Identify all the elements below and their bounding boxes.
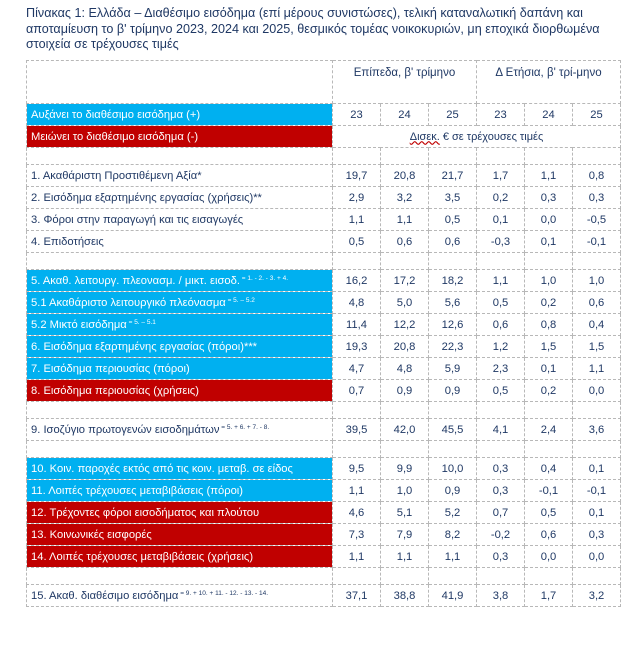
row-label [27, 270, 333, 292]
spacer-cell [27, 253, 333, 270]
table-row [27, 292, 621, 314]
spacer-cell [333, 441, 381, 458]
row-label-text: 15. Ακαθ. διαθέσιμο εισόδημα [31, 589, 179, 602]
spacer-cell [27, 402, 333, 419]
row-label-text: 3. Φόροι στην παραγωγή και τις εισαγωγές [31, 213, 244, 226]
spacer-cell [573, 568, 621, 585]
table-title: Πίνακας 1: Ελλάδα – Διαθέσιμο εισόδημα (επί μέρους συνιστώσες), τελική καταναλωτική δαπάνη και αποταμίευση το β' τρίμηνο 2023, 2024 και 2025, θεσμικός τομέας νοικοκυριών, μη εποχικά διορθωμένα στοιχεία σε τρέχουσες τιμές [26, 6, 600, 52]
value-cell: 1,0 [573, 270, 621, 292]
value-cell: 9,9 [381, 458, 429, 480]
spacer-cell [573, 253, 621, 270]
value-cell: 0,8 [573, 165, 621, 187]
row-label-text: 5. Ακαθ. λειτουργ. πλεονασμ. / μικτ. εισοδ. [31, 274, 240, 287]
value-cell: 0,7 [333, 380, 381, 402]
year-cell: 24 [381, 104, 429, 126]
value-cell: 0,3 [477, 480, 525, 502]
row-label-text: 1. Ακαθάριστη Προστιθέμενη Αξία* [31, 169, 202, 182]
row-formula: = 5. + 6. + 7. - 8. [219, 423, 270, 431]
row-label-text: 5.1 Ακαθάριστο λειτουργικό πλεόνασμα [31, 296, 226, 309]
value-cell: 7,9 [381, 524, 429, 546]
spacer-cell [381, 148, 429, 165]
spacer-row [27, 402, 621, 419]
row-label [27, 231, 333, 253]
value-cell: 11,4 [333, 314, 381, 336]
table-row [27, 187, 621, 209]
spacer-cell [573, 441, 621, 458]
unit-label [333, 126, 621, 148]
value-cell: 0,4 [573, 314, 621, 336]
value-cell: 42,0 [381, 419, 429, 441]
table-row [27, 458, 621, 480]
value-cell: 3,8 [477, 585, 525, 607]
value-cell: 0,3 [573, 524, 621, 546]
value-cell: 19,7 [333, 165, 381, 187]
value-cell: 3,6 [573, 419, 621, 441]
row-label [27, 419, 333, 441]
spacer-cell [477, 441, 525, 458]
spacer-cell [477, 568, 525, 585]
value-cell: 0,7 [477, 502, 525, 524]
spacer-cell [27, 441, 333, 458]
spacer-cell [477, 148, 525, 165]
value-cell: 0,5 [429, 209, 477, 231]
unit-label-b: € σε τρέχουσες τιμές [439, 130, 544, 143]
value-cell: -0,5 [573, 209, 621, 231]
spacer-cell [381, 441, 429, 458]
value-cell: 0,0 [525, 209, 573, 231]
value-cell: 5,1 [381, 502, 429, 524]
legend-decrease-row [27, 126, 621, 148]
table-row [27, 546, 621, 568]
row-label [27, 336, 333, 358]
year-cell: 25 [429, 104, 477, 126]
value-cell: 7,3 [333, 524, 381, 546]
row-label [27, 187, 333, 209]
table-row [27, 209, 621, 231]
row-label-text: 5.2 Μικτό εισόδημα [31, 318, 127, 331]
value-cell: 19,3 [333, 336, 381, 358]
row-formula: = 1. - 2. - 3. + 4. [239, 274, 289, 282]
year-cell: 23 [333, 104, 381, 126]
value-cell: 1,1 [333, 480, 381, 502]
value-cell: 3,2 [573, 585, 621, 607]
spacer-cell [333, 148, 381, 165]
value-cell: 5,2 [429, 502, 477, 524]
row-label-text: 11. Λοιπές τρέχουσες μεταβιβάσεις (πόροι) [31, 484, 243, 497]
spacer-cell [333, 253, 381, 270]
spacer-cell [429, 253, 477, 270]
value-cell: 0,5 [333, 231, 381, 253]
value-cell: 1,0 [381, 480, 429, 502]
spacer-cell [573, 402, 621, 419]
value-cell: 1,5 [573, 336, 621, 358]
row-formula: = 9. + 10. + 11. - 12. - 13. - 14. [178, 589, 269, 597]
row-label [27, 502, 333, 524]
row-label [27, 209, 333, 231]
value-cell: 0,1 [573, 502, 621, 524]
value-cell: 18,2 [429, 270, 477, 292]
spacer-row [27, 441, 621, 458]
value-cell: 12,2 [381, 314, 429, 336]
row-label-text: 2. Εισόδημα εξαρτημένης εργασίας (χρήσεις)** [31, 191, 262, 204]
table-row [27, 165, 621, 187]
row-label [27, 480, 333, 502]
row-formula: = 5. – 5.1 [126, 318, 156, 326]
row-label-text: 9. Ισοζύγιο πρωτογενών εισοδημάτων [31, 423, 220, 436]
row-label [27, 358, 333, 380]
row-label-text: 6. Εισόδημα εξαρτημένης εργασίας (πόροι)*** [31, 340, 258, 353]
year-cell: 23 [477, 104, 525, 126]
value-cell: 10,0 [429, 458, 477, 480]
value-cell: 2,9 [333, 187, 381, 209]
spacer-cell [381, 253, 429, 270]
row-label [27, 380, 333, 402]
spacer-cell [429, 402, 477, 419]
value-cell: 20,8 [381, 165, 429, 187]
spacer-cell [429, 148, 477, 165]
spacer-cell [573, 148, 621, 165]
value-cell: 1,1 [573, 358, 621, 380]
value-cell: 0,4 [525, 458, 573, 480]
value-cell: 3,2 [381, 187, 429, 209]
spacer-cell [27, 568, 333, 585]
value-cell: 0,3 [477, 546, 525, 568]
value-cell: 4,1 [477, 419, 525, 441]
year-cell: 24 [525, 104, 573, 126]
row-label-text: 10. Κοιν. παροχές εκτός από τις κοιν. μεταβ. σε είδος [31, 462, 293, 475]
value-cell: 0,1 [477, 209, 525, 231]
table-row [27, 314, 621, 336]
value-cell: 0,2 [477, 187, 525, 209]
spacer-row [27, 148, 621, 165]
value-cell: 5,6 [429, 292, 477, 314]
spacer-cell [525, 441, 573, 458]
value-cell: 0,0 [525, 546, 573, 568]
value-cell: 0,6 [429, 231, 477, 253]
row-label [27, 292, 333, 314]
row-label-text: 12. Τρέχοντες φόροι εισοδήματος και πλούτου [31, 506, 260, 519]
value-cell: 0,9 [381, 380, 429, 402]
spacer-cell [27, 148, 333, 165]
value-cell: 12,6 [429, 314, 477, 336]
spacer-row [27, 568, 621, 585]
value-cell: 5,0 [381, 292, 429, 314]
spacer-cell [333, 402, 381, 419]
value-cell: 1,0 [525, 270, 573, 292]
value-cell: 0,3 [477, 458, 525, 480]
spacer-cell [429, 441, 477, 458]
row-label [27, 458, 333, 480]
table-row [27, 585, 621, 607]
spacer-cell [525, 253, 573, 270]
value-cell: 0,1 [525, 231, 573, 253]
value-cell: 0,6 [573, 292, 621, 314]
table-row [27, 502, 621, 524]
value-cell: 1,1 [429, 546, 477, 568]
spacer-cell [525, 148, 573, 165]
table-row [27, 270, 621, 292]
spacer-row [27, 253, 621, 270]
value-cell: 4,8 [381, 358, 429, 380]
value-cell: 45,5 [429, 419, 477, 441]
value-cell: -0,2 [477, 524, 525, 546]
row-label-text: 14. Λοιπές τρέχουσες μεταβιβάσεις (χρήσεις) [31, 550, 254, 563]
header-levels: Επίπεδα, β' τρίμηνο [333, 61, 477, 104]
table-row [27, 336, 621, 358]
header-row [27, 61, 621, 104]
value-cell: 1,1 [381, 209, 429, 231]
table-row [27, 231, 621, 253]
spacer-cell [381, 402, 429, 419]
value-cell: -0,1 [573, 480, 621, 502]
value-cell: 0,6 [525, 524, 573, 546]
table-row [27, 380, 621, 402]
value-cell: 1,1 [381, 546, 429, 568]
value-cell: 8,2 [429, 524, 477, 546]
value-cell: 4,8 [333, 292, 381, 314]
spacer-cell [477, 253, 525, 270]
value-cell: 39,5 [333, 419, 381, 441]
value-cell: 1,1 [333, 209, 381, 231]
table-row [27, 358, 621, 380]
row-label-text: 13. Κοινωνικές εισφορές [31, 528, 152, 541]
row-label-text: 4. Επιδοτήσεις [31, 235, 104, 248]
spacer-cell [525, 402, 573, 419]
value-cell: 0,9 [429, 480, 477, 502]
value-cell: 1,1 [477, 270, 525, 292]
value-cell: 0,3 [525, 187, 573, 209]
value-cell: 22,3 [429, 336, 477, 358]
row-label [27, 524, 333, 546]
value-cell: 0,3 [573, 187, 621, 209]
value-cell: 21,7 [429, 165, 477, 187]
value-cell: 0,1 [525, 358, 573, 380]
row-label-text: 8. Εισόδημα περιουσίας (χρήσεις) [31, 384, 199, 397]
value-cell: 3,5 [429, 187, 477, 209]
value-cell: -0,1 [525, 480, 573, 502]
value-cell: 0,5 [525, 502, 573, 524]
value-cell: 1,1 [525, 165, 573, 187]
row-label [27, 546, 333, 568]
value-cell: 0,2 [525, 292, 573, 314]
value-cell: 0,6 [477, 314, 525, 336]
row-label [27, 165, 333, 187]
value-cell: 5,9 [429, 358, 477, 380]
value-cell: 1,7 [477, 165, 525, 187]
value-cell: 4,7 [333, 358, 381, 380]
table-row [27, 524, 621, 546]
value-cell: 0,2 [525, 380, 573, 402]
row-label-text: 7. Εισόδημα περιουσίας (πόροι) [31, 362, 190, 375]
value-cell: 4,6 [333, 502, 381, 524]
table-row [27, 480, 621, 502]
legend-decrease: Μειώνει το διαθέσιμο εισόδημα (-) [27, 126, 333, 148]
value-cell: 1,7 [525, 585, 573, 607]
income-table [26, 60, 621, 607]
unit-label-a: Δισεκ. [409, 130, 440, 143]
value-cell: 17,2 [381, 270, 429, 292]
value-cell: 9,5 [333, 458, 381, 480]
value-cell: 0,0 [573, 546, 621, 568]
legend-increase-row [27, 104, 621, 126]
header-empty-cell [27, 61, 333, 104]
value-cell: 0,9 [429, 380, 477, 402]
value-cell: 20,8 [381, 336, 429, 358]
value-cell: -0,1 [573, 231, 621, 253]
spacer-cell [525, 568, 573, 585]
value-cell: 0,5 [477, 380, 525, 402]
spacer-cell [333, 568, 381, 585]
value-cell: 2,3 [477, 358, 525, 380]
value-cell: 0,1 [573, 458, 621, 480]
row-label [27, 314, 333, 336]
value-cell: 0,0 [573, 380, 621, 402]
year-cell: 25 [573, 104, 621, 126]
spacer-cell [429, 568, 477, 585]
value-cell: 0,6 [381, 231, 429, 253]
value-cell: 16,2 [333, 270, 381, 292]
table-row [27, 419, 621, 441]
value-cell: 0,8 [525, 314, 573, 336]
spacer-cell [477, 402, 525, 419]
value-cell: 1,5 [525, 336, 573, 358]
header-changes: Δ Ετήσια, β' τρί-μηνο [477, 61, 621, 104]
value-cell: 41,9 [429, 585, 477, 607]
row-formula: = 5. – 5.2 [225, 296, 255, 304]
value-cell: -0,3 [477, 231, 525, 253]
value-cell: 1,1 [333, 546, 381, 568]
spacer-cell [381, 568, 429, 585]
value-cell: 38,8 [381, 585, 429, 607]
value-cell: 2,4 [525, 419, 573, 441]
value-cell: 1,2 [477, 336, 525, 358]
value-cell: 0,5 [477, 292, 525, 314]
value-cell: 37,1 [333, 585, 381, 607]
legend-increase: Αυξάνει το διαθέσιμο εισόδημα (+) [27, 104, 333, 126]
row-label [27, 585, 333, 607]
